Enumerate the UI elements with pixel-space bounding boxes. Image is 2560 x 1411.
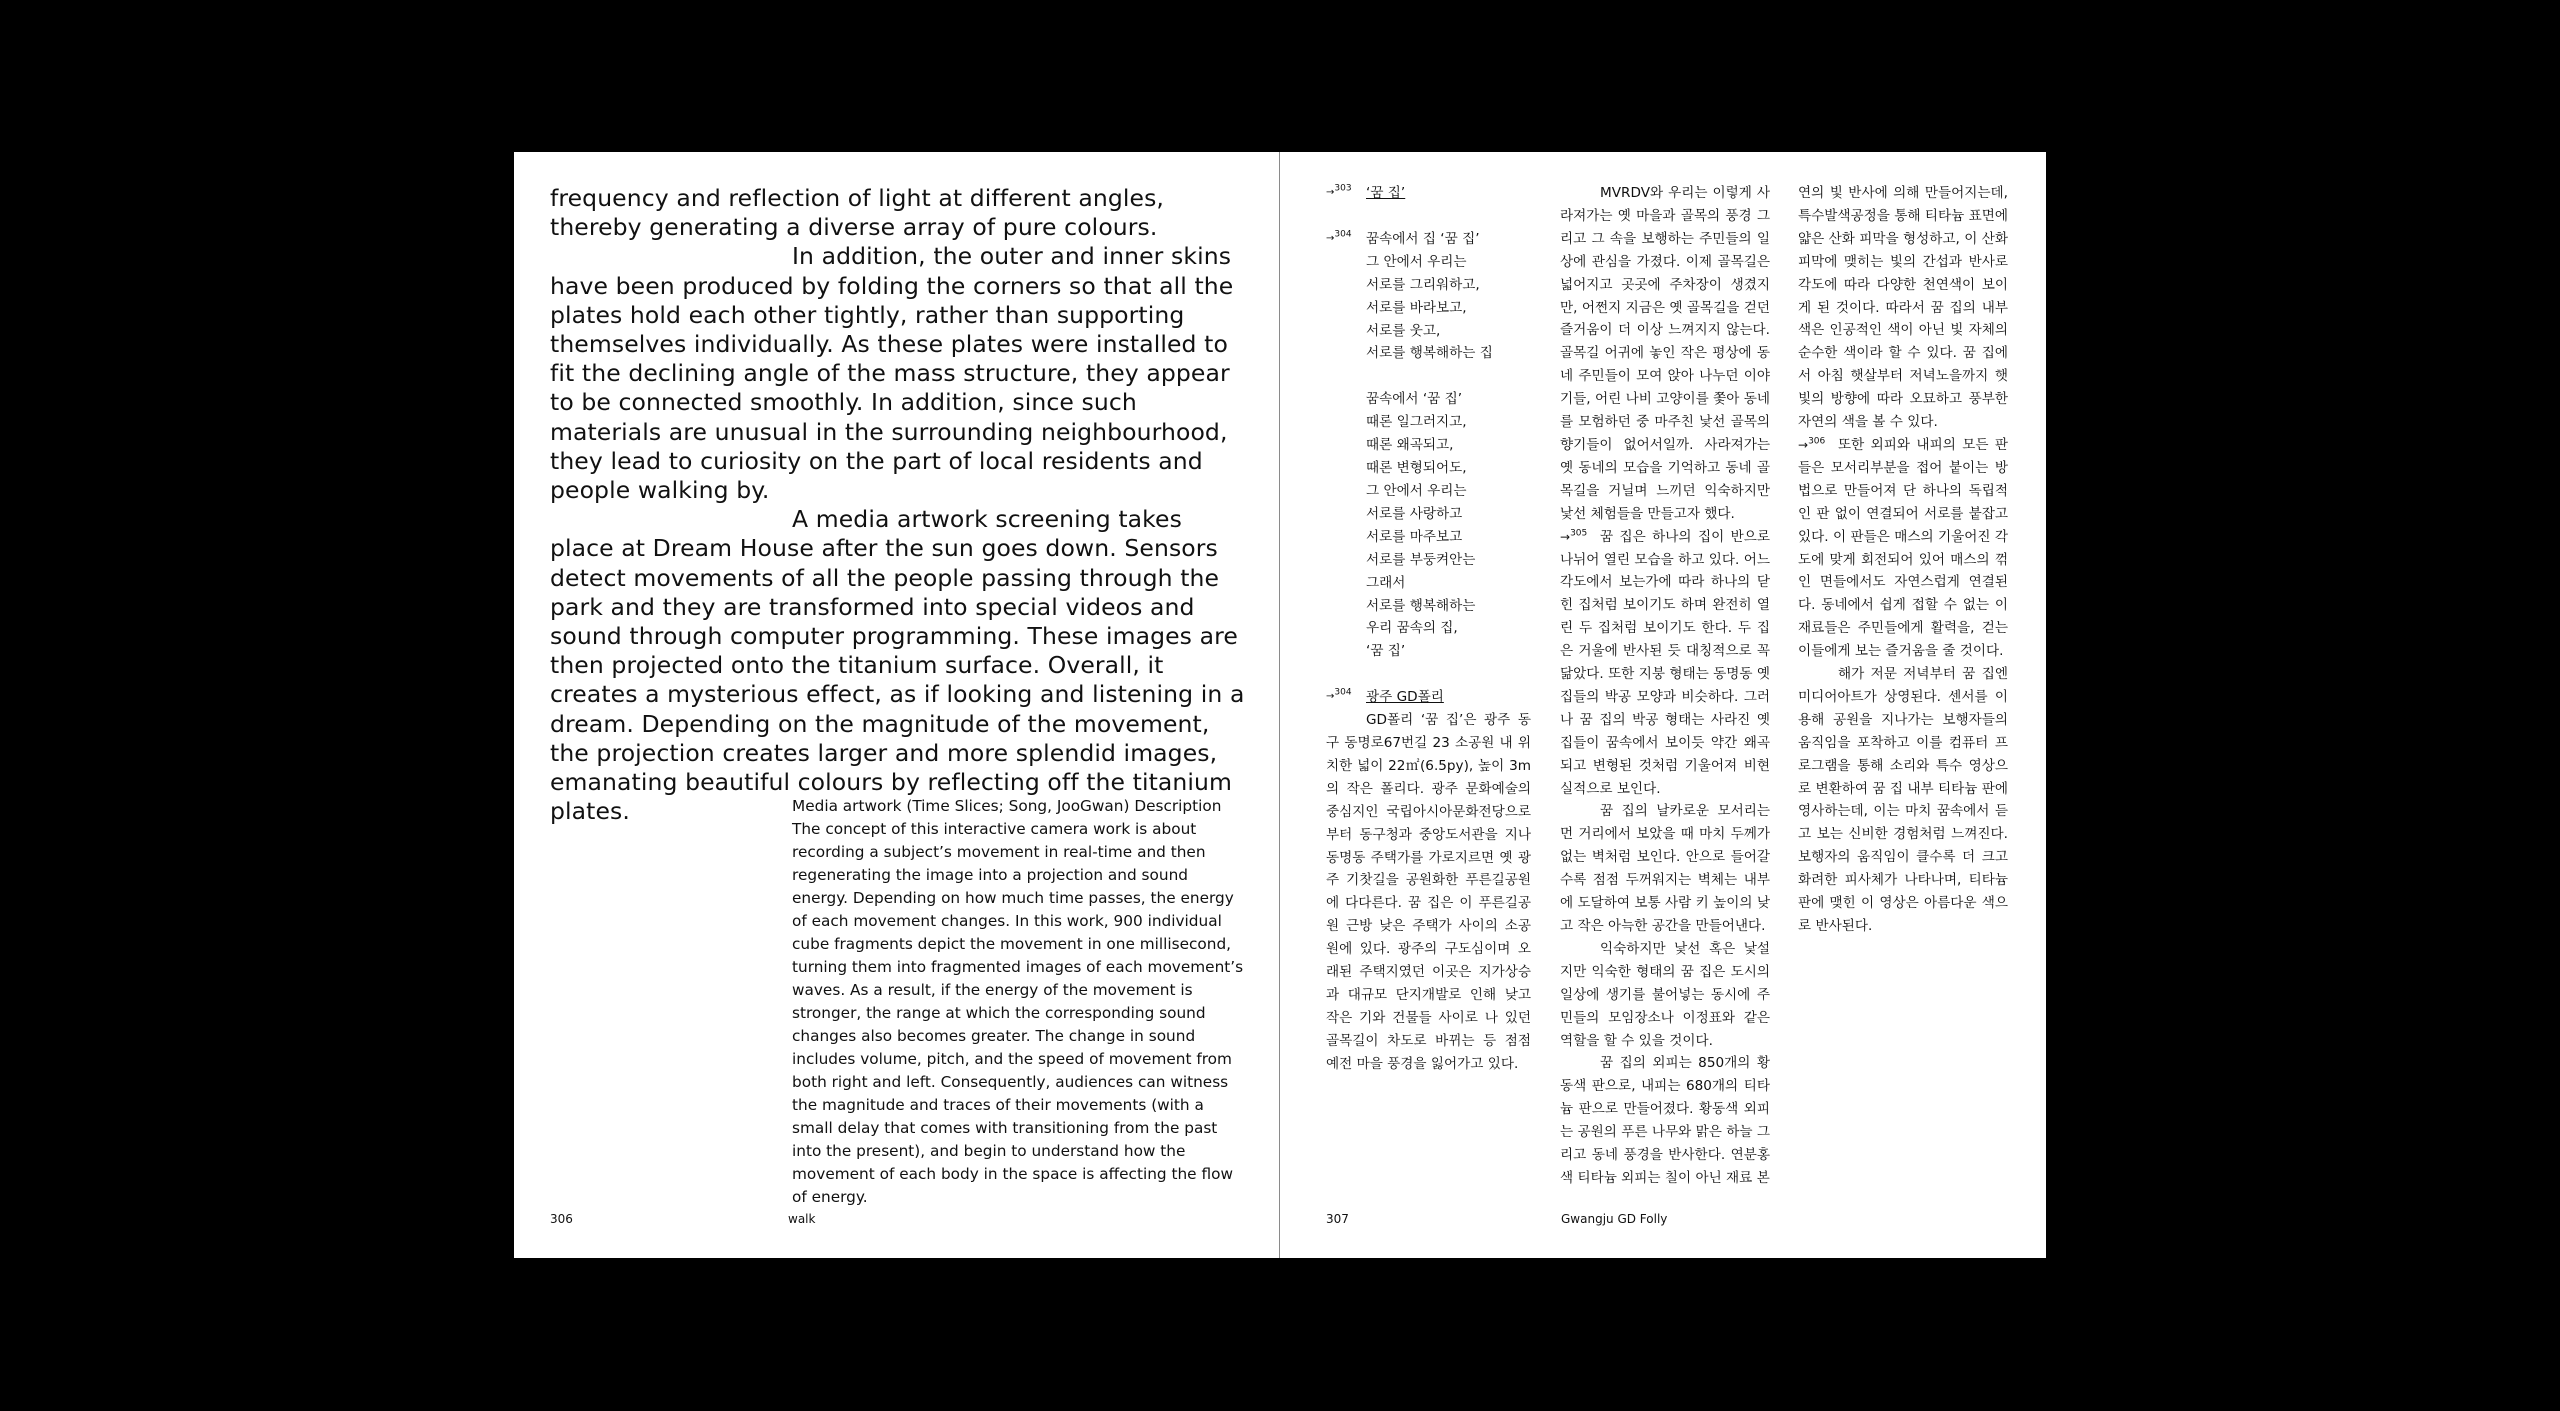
poem-line: 서로를 행복해하는 <box>1366 597 1476 614</box>
korean-paragraph: 꿈 집의 외피는 850개의 황동색 판으로, 내피는 680개의 티타늄 판으로 만들어졌다. 황동색 외피는 공원의 푸른 나무와 맑은 하늘 그리고 동네 풍경을 반사한다. 연분홍색 티타늄 외피는 칠이 아닌 재료 본 <box>1560 1055 1770 1186</box>
note-ref: 304 <box>1334 687 1352 698</box>
poem-line: 때론 변형되어도, <box>1366 460 1467 477</box>
page-number: 307 <box>1326 1212 1349 1226</box>
poem-line: 서로를 행복해하는 집 <box>1366 345 1493 362</box>
body-paragraph: A media artwork screening takes place at Dream House after the sun goes down. Sensors detect movements of all the people passing through the park and they are transformed into special videos and sound through computer programming. These images are then projected onto the titanium surface. Overall, it creates a mysterious effect, as if looking and listening in a dream. Depending on the magnitude of the movement, the projection creates larger and more splendid images, emanating beautiful colours by reflecting off the titanium plates. <box>550 505 1245 826</box>
poem-line: 서로를 마주보고 <box>1366 528 1463 545</box>
arrow-icon: → <box>1798 437 1809 452</box>
note-title: 광주 GD폴리 <box>1366 689 1444 706</box>
poem-line: 그 안에서 우리는 <box>1366 482 1467 499</box>
poem-line: 서로를 사랑하고 <box>1366 505 1463 522</box>
poem-line: ‘꿈 집’ <box>1366 643 1406 660</box>
korean-paragraph: 연의 빛 반사에 의해 만들어지는데, 특수발색공정을 통해 티타늄 표면에 얇은 산화 피막을 형성하고, 이 산화 피막에 맺히는 빛의 간섭과 반사로 각도에 따라 다양한 천연색이 보이게 된 것이다. 따라서 꿈 집의 내부 색은 인공적인 색이 아닌 빛 자체의 순수한 색이라 할 수 있다. 꿈 집에서 아침 햇살부터 저녁노을까지 햇빛의 방향에 따라 오묘하고 풍부한 자연의 색을 볼 수 있다. <box>1798 185 2008 431</box>
note-303 <box>1326 182 1531 205</box>
note-text: GD폴리 ‘꿈 집’은 광주 동구 동명로67번길 23 소공원 내 위치한 넓이 22㎡(6.5py), 높이 3m의 작은 폴리다. 광주 문화예술의 중심지인 국립아시아문화전당으로부터 동구청과 중앙도서관을 지나 동명동 주택가를 가로지르면 옛 광주 기찻길을 공원화한 푸른길공원에 다다른다. 꿈 집은 이 푸른길공원 근방 낮은 주택가 사이의 소공원에 있다. 광주의 구도심이며 오래된 주택지였던 이곳은 지가상승과 대규모 단지개발로 인해 낮고 작은 기와 건물들 사이로 나 있던 골목길이 차도로 바뀌는 등 점점 예전 마을 풍경을 잃어가고 있다. <box>1326 712 1531 1072</box>
note-ref: 303 <box>1334 183 1352 194</box>
korean-paragraph: 해가 저문 저녁부터 꿈 집엔 미디어아트가 상영된다. 센서를 이용해 공원을 지나가는 보행자들의 움직임을 포착하고 이를 컴퓨터 프로그램을 통해 소리와 특수 영상으로 변환하여 꿈 집 내부 티타늄 판에 영사하는데, 이는 마치 꿈속에서 듣고 보는 신비한 경험처럼 느껴진다. 보행자의 움직임이 클수록 더 크고 화려한 피사체가 나타나며, 티타늄 판에 맺힌 이 영상은 아름다운 색으로 반사된다. <box>1798 666 2008 934</box>
korean-paragraph: 꿈 집의 날카로운 모서리는 먼 거리에서 보았을 때 마치 두께가 없는 벽처럼 보인다. 안으로 들어갈수록 점점 두꺼워지는 벽체는 내부에 도달하여 보통 사람 키 높이의 낮고 작은 아늑한 공간을 만들어낸다. <box>1560 803 1770 934</box>
notes-column <box>1326 182 1531 1076</box>
poem-line: 때론 왜곡되고, <box>1366 437 1454 454</box>
poem-line: 서로를 그리워하고, <box>1366 276 1480 293</box>
poem-line: 꿈속에서 ‘꿈 집’ <box>1366 391 1463 408</box>
korean-paragraph: MVRDV와 우리는 이렇게 사라져가는 옛 마을과 골목의 풍경 그리고 그 속을 보행하는 주민들의 일상에 관심을 가졌다. 이제 골목길은 넓어지고 곳곳에 주차장이 생겼지만, 어쩐지 지금은 옛 골목길을 걷던 즐거움이 더 이상 느껴지지 않는다. 골목길 어귀에 놓인 작은 평상에 동네 주민들이 모여 앉아 나누던 이야기들, 어린 나비 고양이를 쫓아 동네를 모험하던 중 마주친 낯선 골목의 향기들이 없어서일까. 사라져가는 옛 동네의 모습을 기억하고 동네 골목길을 거닐며 느끼던 익숙하지만 낯선 체험들을 만들고자 했다. <box>1560 185 1770 522</box>
left-page <box>514 152 1279 1258</box>
korean-paragraph: →$^{306}$ 또한 외피와 내피의 모든 판들은 모서리부분을 접어 붙이는 방법으로 만들어져 단 하나의 독립적인 판 없이 연결되어 서로를 붙잡고 있다. 이 판들은 매스의 기울어진 각도에 맞게 회전되어 있어 매스의 꺾인 면들에서도 자연스럽게 연결된다. 동네에서 쉽게 접할 수 없는 이 재료들은 주민들에게 활력을, 걷는 이들에게 보는 즐거움을 줄 것이다. <box>1798 436 2008 660</box>
note-304-gd-folly <box>1326 686 1531 709</box>
note-ref: 305 <box>1570 528 1588 539</box>
right-page <box>1280 152 2046 1258</box>
note-ref: 306 <box>1808 436 1826 447</box>
korean-column-3 <box>1798 182 2008 938</box>
note-304-poem <box>1326 228 1531 663</box>
korean-column-2 <box>1560 182 1770 1190</box>
running-section: walk <box>788 1212 816 1226</box>
poem-line: 때론 일그러지고, <box>1366 414 1467 431</box>
poem-line: 서로를 바라보고, <box>1366 299 1467 316</box>
poem-line: 그래서 <box>1366 574 1406 591</box>
left-body-text <box>550 184 1245 826</box>
caption-title: Media artwork (Time Slices; Song, JooGwan) Description <box>792 797 1222 815</box>
caption-text: The concept of this interactive camera work is about recording a subject’s movement in real-time and then regenerating the image into a projection and sound energy. Depending on how much time passes, the energy of each movement changes. In this work, 900 individual cube fragments depict the movement in one millisecond, turning them into fragmented images of each movement’s waves. As a result, if the energy of the movement is stronger, the range at which the corresponding sound changes also becomes greater. The change in sound includes volume, pitch, and the speed of movement from both right and left. Consequently, audiences can witness the magnitude and traces of their movements (with a small delay that comes with transitioning from the past into the present), and begin to understand how the movement of each body in the space is affecting the flow of energy. <box>792 820 1244 1206</box>
arrow-icon: → <box>1326 232 1335 244</box>
korean-paragraph: 익숙하지만 낯선 혹은 낯설지만 익숙한 형태의 꿈 집은 도시의 일상에 생기를 불어넣는 동시에 주민들의 모임장소나 이정표와 같은 역할을 할 수 있을 것이다. <box>1560 940 1770 1049</box>
page-number: 306 <box>550 1212 573 1226</box>
arrow-icon: → <box>1326 691 1335 703</box>
book-spread <box>514 152 2046 1258</box>
running-section: Gwangju GD Folly <box>1561 1212 1668 1226</box>
arrow-icon: → <box>1560 529 1571 544</box>
note-ref: 304 <box>1334 229 1352 240</box>
poem-line: 그 안에서 우리는 <box>1366 253 1467 270</box>
poem-line: 서로를 웃고, <box>1366 322 1441 339</box>
korean-paragraph: →$^{305}$ 꿈 집은 하나의 집이 반으로 나뉘어 열린 모습을 하고 있다. 어느 각도에서 보는가에 따라 하나의 닫힌 집처럼 보이기도 하며 완전히 열린 두 집처럼 보이기도 한다. 두 집은 거울에 반사된 듯 대칭적으로 꼭 닮았다. 또한 지붕 형태는 동명동 옛 집들의 박공 모양과 비슷하다. 그러나 꿈 집의 박공 형태는 사라진 옛 집들이 꿈속에서 보이듯 약간 왜곡되고 변형된 것처럼 기울어져 비현실적으로 보인다. <box>1560 528 1770 797</box>
poem-line: 서로를 부둥켜안는 <box>1366 551 1476 568</box>
poem-line: 우리 꿈속의 집, <box>1366 620 1458 637</box>
poem-line: 꿈속에서 집 ‘꿈 집’ <box>1366 230 1480 247</box>
body-paragraph: In addition, the outer and inner skins have been produced by folding the corners so that all the plates hold each other tightly, rather than supporting themselves individually. As these plates were installed to fit the declining angle of the mass structure, they appear to be connected smoothly. In addition, since such materials are unusual in the surrounding neighbourhood, they lead to curiosity on the part of local residents and people walking by. <box>550 242 1234 505</box>
media-artwork-caption <box>792 795 1248 1209</box>
arrow-icon: → <box>1326 187 1335 198</box>
body-paragraph: frequency and reflection of light at different angles, thereby generating a diverse array of pure colours. <box>550 184 1164 242</box>
note-title: ‘꿈 집’ <box>1366 185 1406 201</box>
